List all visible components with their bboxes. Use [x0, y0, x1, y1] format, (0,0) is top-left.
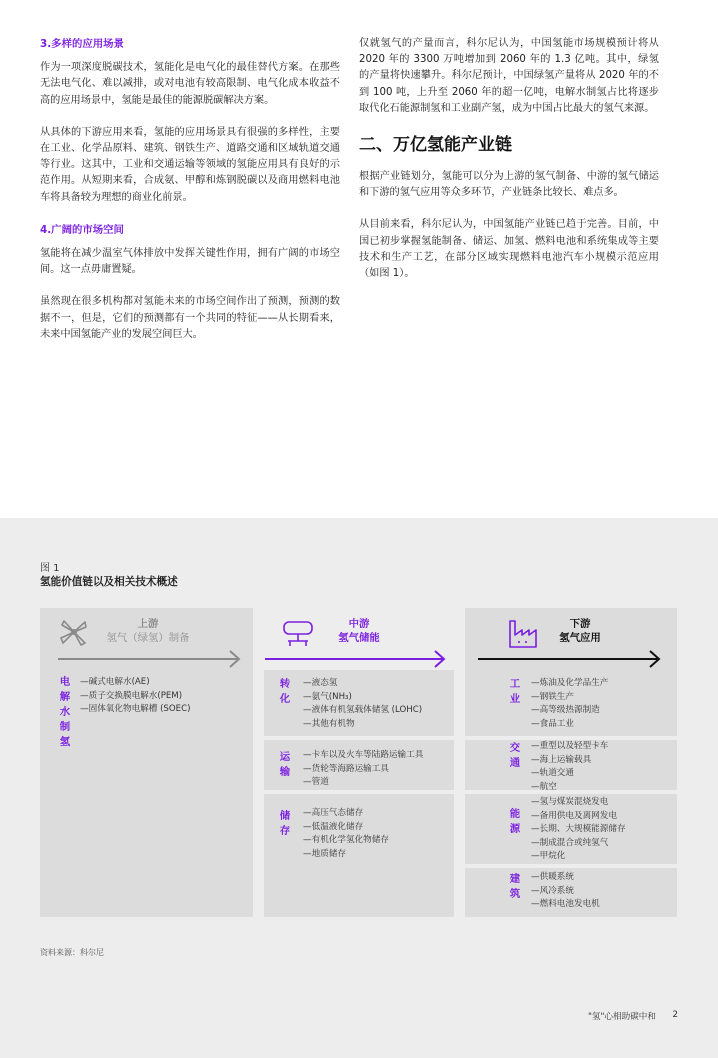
list-item: —液态氢: [303, 678, 338, 688]
list-item: —其他有机物: [303, 718, 355, 729]
figure-label: 图 1: [40, 563, 60, 574]
list-item: —氢与煤炭混烧发电: [531, 797, 609, 807]
list-item: —液体有机氢载体储氢 (LOHC): [303, 705, 423, 716]
midstream-conversion-list: [303, 677, 422, 731]
list-item: —碱式电解水(AE): [80, 677, 150, 687]
label-char: 氢: [59, 736, 71, 748]
list-item: —备用供电及离网发电: [531, 810, 617, 821]
midstream-storage-label: [278, 809, 292, 839]
list-item: —管道: [303, 777, 329, 788]
downstream-energy-label: [508, 807, 522, 837]
paragraph: 作为一项深度脱碳技术，氢能化是电气化的最佳替代方案。在那些无法电气化、难以减排，或对电池有较高限制、电气化成本收益不高的应用场景中，氢能是最佳的能源脱碳解决方案。: [40, 62, 340, 106]
paragraph: 从目前来看，科尔尼认为，中国氢能产业链已趋于完善。目前，中国已初步掌握氢能制备、储运、加氢、燃料电池和系统集成等主要技术和生产工艺，在部分区域实现燃料电池汽车小规模示范应用（如图 1）。: [359, 219, 659, 280]
paragraph: 虽然现在很多机构都对氢能未来的市场空间作出了预测，预测的数据不一，但是，它们的预测都有一个共同的特征——从长期看来，未来中国氢能产业的发展空间巨大。: [40, 296, 340, 340]
downstream-building-list: [531, 871, 600, 912]
label-char: 水: [59, 706, 71, 718]
list-item: —航空: [531, 781, 557, 792]
label-char: 业: [509, 693, 521, 705]
paragraph: 氢能将在减少温室气体排放中发挥关键性作用，拥有广阔的市场空间。这一点毋庸置疑。: [40, 248, 340, 276]
label-char: 电: [59, 676, 71, 688]
paragraph: 从具体的下游应用来看，氢能的应用场景具有很强的多样性，主要在工业、化学品原料、建筑、钢铁生产、道路交通和区域轨道交通等行业。这其中，工业和交通运输等领域的氢能应用具有良好的示范作用。从短期来看，合成氨、甲醇和炼钢脱碳以及商用燃料电池车将具备较为理想的商业化前景。: [40, 126, 340, 203]
downstream-subtitle: 氢气应用: [559, 632, 601, 644]
windmill-icon: [58, 617, 90, 647]
label-char: 运: [279, 751, 291, 763]
figure-source: 资料来源：科尔尼: [40, 948, 104, 957]
downstream-title: 下游: [569, 618, 591, 630]
list-item: —地质储存: [303, 848, 346, 859]
list-item: —高压气态储存: [303, 808, 364, 818]
page-number: 2: [672, 1010, 678, 1020]
upstream-tech-list: [80, 676, 190, 717]
list-item: —钢铁生产: [531, 691, 574, 702]
downstream-header: [544, 617, 616, 645]
list-item: —货轮等海路运输工具: [303, 763, 389, 774]
midstream-conversion-label: [278, 677, 292, 707]
left-text-column: [40, 36, 340, 359]
list-item: —轨道交通: [531, 768, 574, 779]
list-item: —高等级热源制造: [531, 705, 600, 716]
list-item: —低温液化储存: [303, 821, 364, 832]
list-item: —海上运输载具: [531, 754, 592, 765]
list-item: —燃料电池发电机: [531, 899, 600, 910]
factory-icon: [506, 617, 540, 649]
chapter-heading: 二、万亿氢能产业链: [359, 135, 512, 156]
list-item: —卡车以及火车等陆路运输工具: [303, 750, 424, 760]
paragraph: 根据产业链划分，氢能可以分为上游的氢气制备、中游的氢气储运和下游的氢气应用等众多环节，产业链条比较长、难点多。: [359, 171, 659, 199]
list-item: —制成混合或纯氢气: [531, 837, 609, 848]
section-heading: 4.广阔的市场空间: [40, 223, 124, 236]
list-item: —甲烷化: [531, 851, 566, 862]
list-item: —炼油及化学品生产: [531, 678, 609, 688]
label-char: 制: [59, 721, 71, 733]
upstream-header: [96, 617, 200, 645]
list-item: —固体氧化物电解槽 (SOEC): [80, 704, 191, 715]
midstream-transport-list: [303, 749, 423, 790]
list-item: —长期、大规模能源储存: [531, 824, 626, 835]
midstream-storage-list: [303, 807, 389, 861]
downstream-energy-list: [531, 796, 626, 864]
label-char: 解: [59, 691, 71, 703]
label-char: 转: [279, 678, 291, 690]
label-char: 交: [509, 742, 521, 754]
downstream-transport-list: [531, 740, 608, 794]
list-item: —氨气(NH₃): [303, 691, 352, 702]
upstream-title: 上游: [137, 618, 159, 630]
downstream-industry-list: [531, 677, 608, 731]
upstream-subtitle: 氢气（绿氢）制备: [106, 632, 190, 644]
midstream-transport-label: [278, 750, 292, 780]
label-char: 建: [509, 873, 521, 885]
figure-title: 氢能价值链以及相关技术概述: [40, 576, 178, 588]
downstream-industry-label: [508, 677, 522, 707]
label-char: 存: [279, 825, 291, 837]
midstream-header: [318, 617, 400, 645]
list-item: —重型以及轻型卡车: [531, 741, 609, 751]
midstream-arrow: [265, 649, 449, 669]
list-item: —供暖系统: [531, 872, 574, 882]
downstream-building-label: [508, 872, 522, 902]
list-item: —食品工业: [531, 718, 574, 729]
list-item: —风冷系统: [531, 885, 574, 896]
downstream-arrow: [478, 649, 662, 669]
right-text-column: [359, 36, 659, 298]
downstream-transport-label: [508, 741, 522, 771]
paragraph: 仅就氢气的产量而言，科尔尼认为，中国氢能市场规模预计将从 2020 年的 3300 万吨增加到 2060 年的 1.3 亿吨。其中，绿氢的产量将快速攀升。科尔尼预计，中国绿氢产量将从 2020 年的不到 100 吨，上升至 2060 年的超一亿吨，电解水制氢占比将逐步取代化石能源制氢和工业副产氢，成为中国占比最大的氢气来源。: [359, 38, 659, 114]
label-char: 通: [509, 757, 521, 769]
upstream-arrow: [58, 649, 242, 669]
label-char: 工: [509, 678, 521, 690]
footer-title: "氢"心相助碳中和: [587, 1012, 656, 1022]
list-item: —质子交换膜电解水(PEM): [80, 690, 183, 701]
midstream-title: 中游: [348, 618, 370, 630]
upstream-category-label: [58, 675, 72, 750]
label-char: 输: [279, 766, 291, 778]
page-footer: [0, 996, 718, 1058]
pipeline-icon: [280, 619, 316, 647]
label-char: 化: [279, 693, 291, 705]
midstream-subtitle: 氢气储能: [338, 632, 380, 644]
label-char: 储: [279, 810, 291, 822]
section-heading: 3.多样的应用场景: [40, 38, 124, 50]
label-char: 能: [509, 808, 521, 820]
list-item: —有机化学氢化物储存: [303, 835, 389, 846]
label-char: 源: [509, 823, 521, 835]
label-char: 筑: [509, 888, 521, 900]
